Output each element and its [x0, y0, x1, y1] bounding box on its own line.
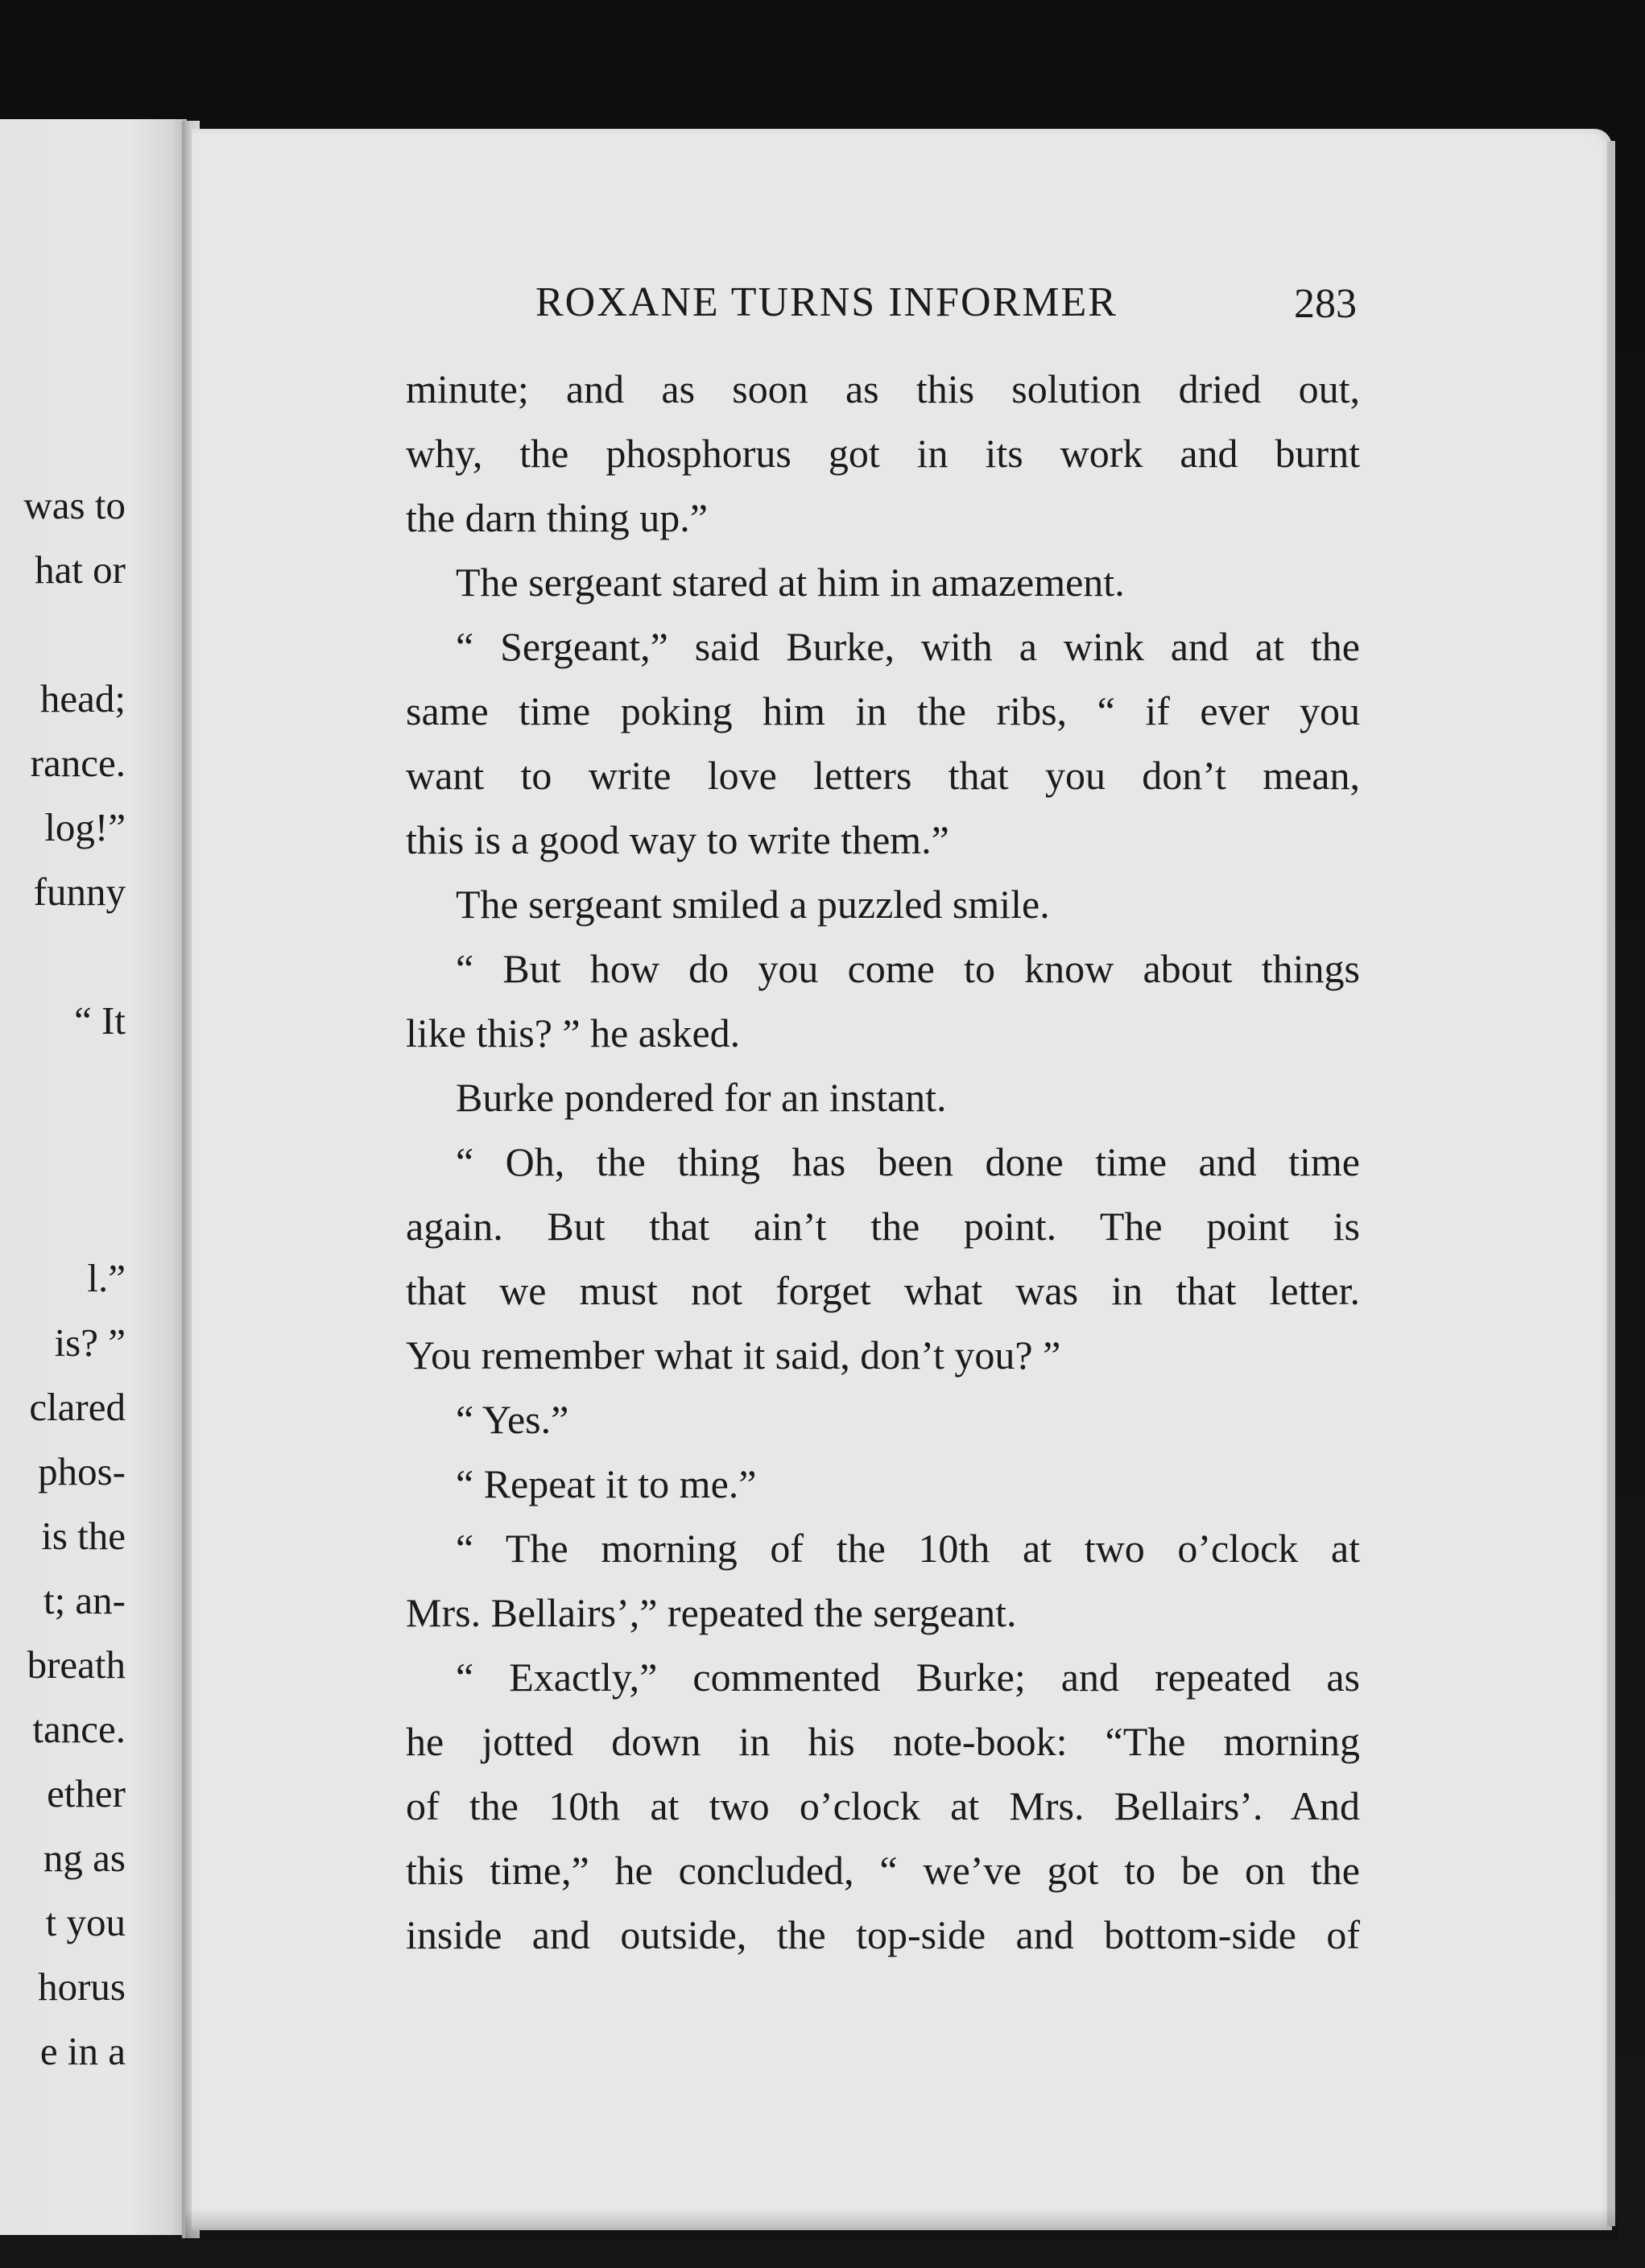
left-page-fragment: e in a [39, 2029, 126, 2073]
body-line: “ Sergeant,” said Burke, with a wink and at the [456, 624, 1360, 669]
body-line: he jotted down in his note-book: “The morning [406, 1719, 1360, 1764]
body-line: like this? ” he asked. [406, 1010, 741, 1056]
body-line: Burke pondered for an instant. [456, 1075, 947, 1120]
body-line: The sergeant stared at him in amazement. [456, 560, 1125, 605]
body-line: this time,” he concluded, “ we’ve got to be on the [406, 1848, 1360, 1893]
left-page-fragment: log!” [44, 805, 126, 849]
body-line: that we must not forget what was in that letter. [406, 1268, 1360, 1313]
body-line: this is a good way to write them.” [406, 817, 949, 862]
body-line: You remember what it said, don’t you? ” [406, 1332, 1061, 1378]
body-line: the darn thing up.” [406, 495, 708, 540]
left-page-fragment: was to [23, 483, 126, 527]
body-line: “ Oh, the thing has been done time and time [456, 1139, 1360, 1184]
left-page-fragment: funny [33, 870, 126, 914]
left-page-fragment: ng as [43, 1836, 126, 1880]
page-edge [1607, 141, 1615, 2226]
body-line: “ The morning of the 10th at two o’clock at [456, 1526, 1360, 1571]
body-line: Mrs. Bellairs’,” repeated the sergeant. [406, 1590, 1017, 1635]
left-page [0, 119, 187, 2235]
body-line: why, the phosphorus got in its work and burnt [406, 431, 1360, 476]
body-line: minute; and as soon as this solution dried out, [406, 366, 1360, 411]
left-page-fragment: phos- [38, 1449, 126, 1493]
left-page-fragment: rance. [30, 741, 126, 785]
body-line: “ Repeat it to me.” [456, 1461, 757, 1506]
body-line: want to write love letters that you don’t mean, [406, 753, 1360, 798]
left-page-fragment: clared [29, 1385, 126, 1429]
left-page-fragment: “ It [74, 998, 126, 1043]
body-line: “ Exactly,” commented Burke; and repeated as [456, 1655, 1360, 1700]
left-page-fragment: t; an- [43, 1578, 126, 1622]
left-page-fragment: ether [47, 1771, 126, 1816]
left-page-fragment: head; [39, 676, 126, 721]
left-page-fragment: l.” [87, 1256, 126, 1300]
left-page-fragment: breath [27, 1642, 126, 1687]
body-line: same time poking him in the ribs, “ if ever you [406, 688, 1360, 733]
body-line: “ Yes.” [456, 1397, 569, 1442]
page-bottom-shadow [185, 2208, 1618, 2240]
left-page-fragment: is the [41, 1514, 126, 1558]
running-head-title: ROXANE TURNS INFORMER [535, 279, 1118, 325]
body-line: again. But that ain’t the point. The point is [406, 1204, 1360, 1249]
page-number: 283 [1294, 281, 1357, 327]
left-page-fragment: t you [45, 1900, 126, 1944]
left-page-fragment: horus [38, 1964, 126, 2009]
body-line: “ But how do you come to know about things [456, 946, 1360, 991]
left-page-fragment: is? ” [54, 1320, 126, 1365]
body-line: The sergeant smiled a puzzled smile. [456, 882, 1050, 927]
body-line: of the 10th at two o’clock at Mrs. Bellairs’. And [406, 1783, 1360, 1828]
left-page-fragment: hat or [35, 547, 126, 592]
body-line: inside and outside, the top-side and bottom-side of [406, 1912, 1360, 1957]
left-page-fragment: tance. [32, 1707, 126, 1751]
